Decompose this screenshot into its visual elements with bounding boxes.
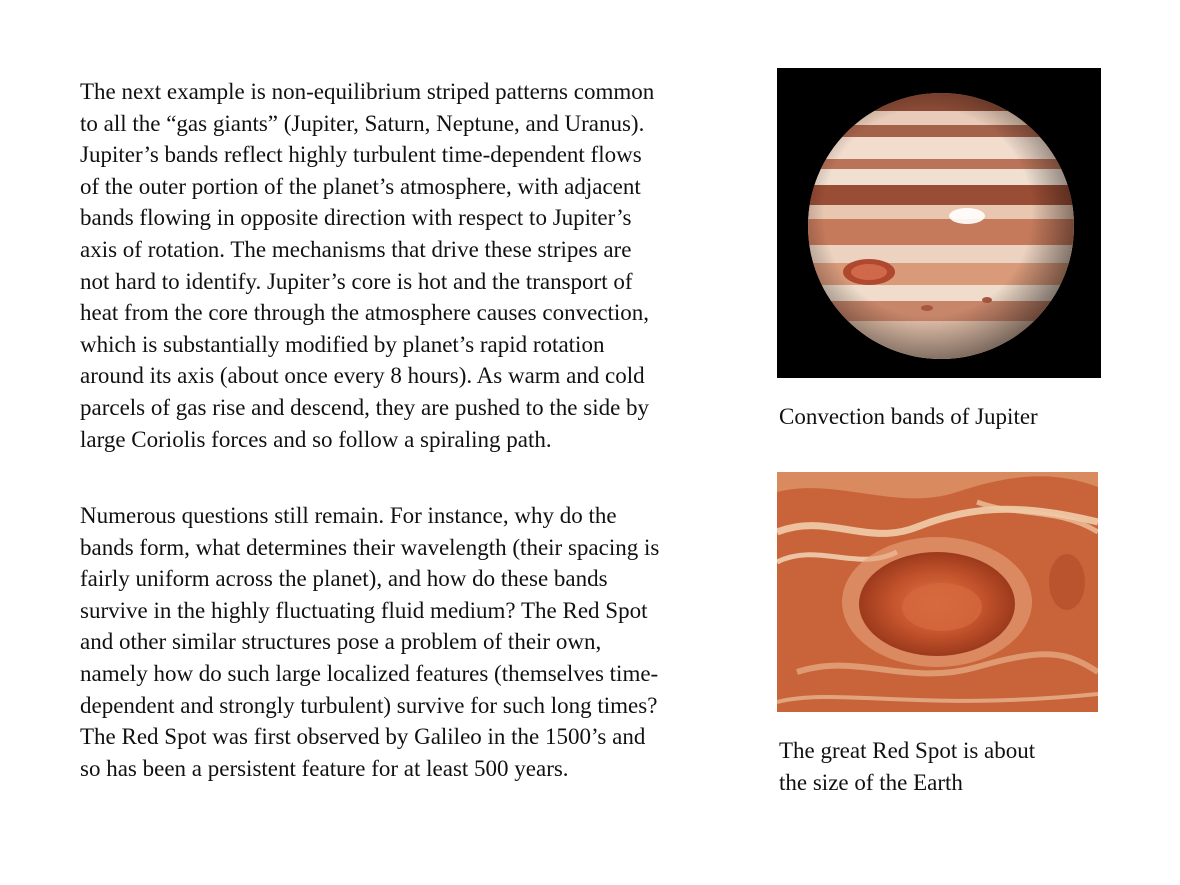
paragraph-jupiter-bands: The next example is non-equilibrium striped patterns common to all the “gas giants” (Jupiter, Saturn, Neptune, and Uranus). Jupiter’s bands reflect highly turbulent time-dependent flows of the outer portion of the planet’s atmosphere, with adjacent bands flowing in opposite direction with respect to Jupiter’s axis of rotation. The mechanisms that drive these stripes are not hard to identify. Jupiter’s core is hot and the transport of heat from the core through the atmosphere causes convection, which is substantially modified by planet’s rapid rotation around its axis (about once every 8 hours). As warm and cold parcels of gas rise and descend, they are pushed to the side by large Coriolis forces and so follow a spiraling path.: [80, 79, 655, 452]
caption-red-spot: The great Red Spot is about the size of the Earth: [779, 738, 1036, 795]
caption-jupiter-bands: Convection bands of Jupiter: [779, 404, 1038, 429]
red-spot-photo: [777, 472, 1098, 712]
jupiter-photo: [777, 68, 1101, 378]
paragraph-open-questions: Numerous questions still remain. For instance, why do the bands form, what determines their wavelength (their spacing is fairly uniform across the planet), and how do these bands survive in the highly fluctuating fluid medium? The Red Spot and other similar structures pose a problem of their own, namely how do such large localized features (themselves time- dependent and strongly turbulent) survive for such long times? The Red Spot was first observed by Galileo in the 1500’s and so has been a persistent feature for at least 500 years.: [80, 503, 660, 781]
